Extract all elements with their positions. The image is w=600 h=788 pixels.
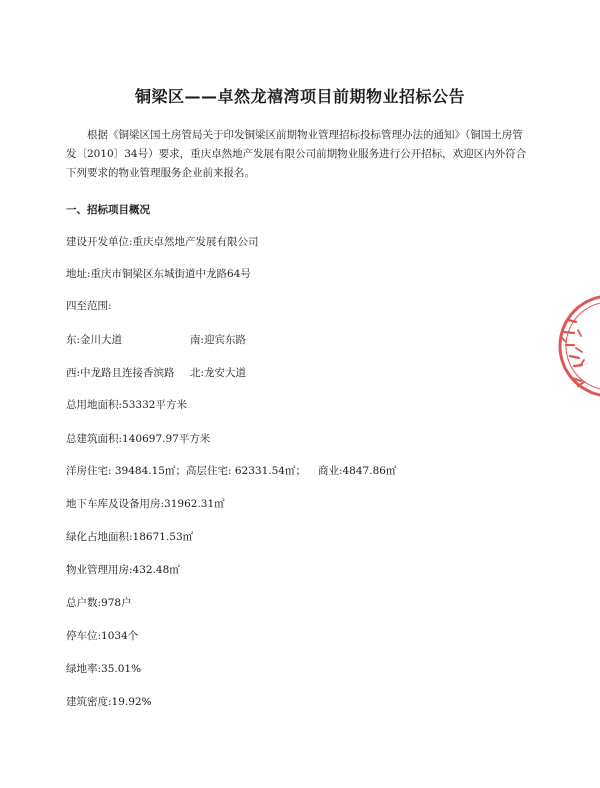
intro-paragraph: 根据《铜梁区国土房管局关于印发铜梁区前期物业管理招标投标管理办法的通知》（铜国土房管发〔2010〕34号）要求，重庆卓然地产发展有限公司前期物业服务进行公开招标，欢迎区内外符合下列要求的物业管理服务企业前来报名。 [66,129,527,179]
residential-area-line [66,464,396,478]
boundary-east: 东:金川大道 [66,334,123,346]
document-title: 铜梁区——卓然龙禧湾项目前期物业招标公告 [134,87,465,106]
highrise-area: 高层住宅: 62331.54㎡； [185,465,306,477]
parking-line: 停车位:1034个 [66,630,139,642]
green-rate-line: 绿地率:35.01% [66,663,142,675]
red-seal-icon [548,290,600,400]
boundary-row-1 [66,333,247,347]
property-room-line: 物业管理用房:432.48㎡ [66,564,180,576]
garage-area-line: 地下车库及设备用房:31962.31㎡ [66,498,225,510]
developer-line: 建设开发单位:重庆卓然地产发展有限公司 [66,236,259,248]
boundary-west: 西:中龙路且连接香滨路 [66,367,175,379]
section-heading-1: 一、招标项目概况 [66,204,150,216]
land-area-line: 总用地面积:53332平方米 [66,399,187,411]
density-line: 建筑密度:19.92% [66,696,152,708]
address-line: 地址:重庆市铜梁区东城街道中龙路64号 [66,268,251,280]
households-line: 总户数:978户 [66,597,132,609]
building-area-line: 总建筑面积:140697.97平方米 [66,433,211,445]
boundary-south: 南:迎宾东路 [190,334,247,346]
boundary-row-2 [66,366,247,380]
green-area-line: 绿化占地面积:18671.53㎡ [66,531,194,543]
boundary-north: 北:龙安大道 [190,367,247,379]
commercial-area: 商业:4847.86㎡ [317,465,397,477]
villa-area: 洋房住宅: 39484.15㎡； [66,465,186,477]
boundary-heading: 四至范围: [66,300,112,312]
